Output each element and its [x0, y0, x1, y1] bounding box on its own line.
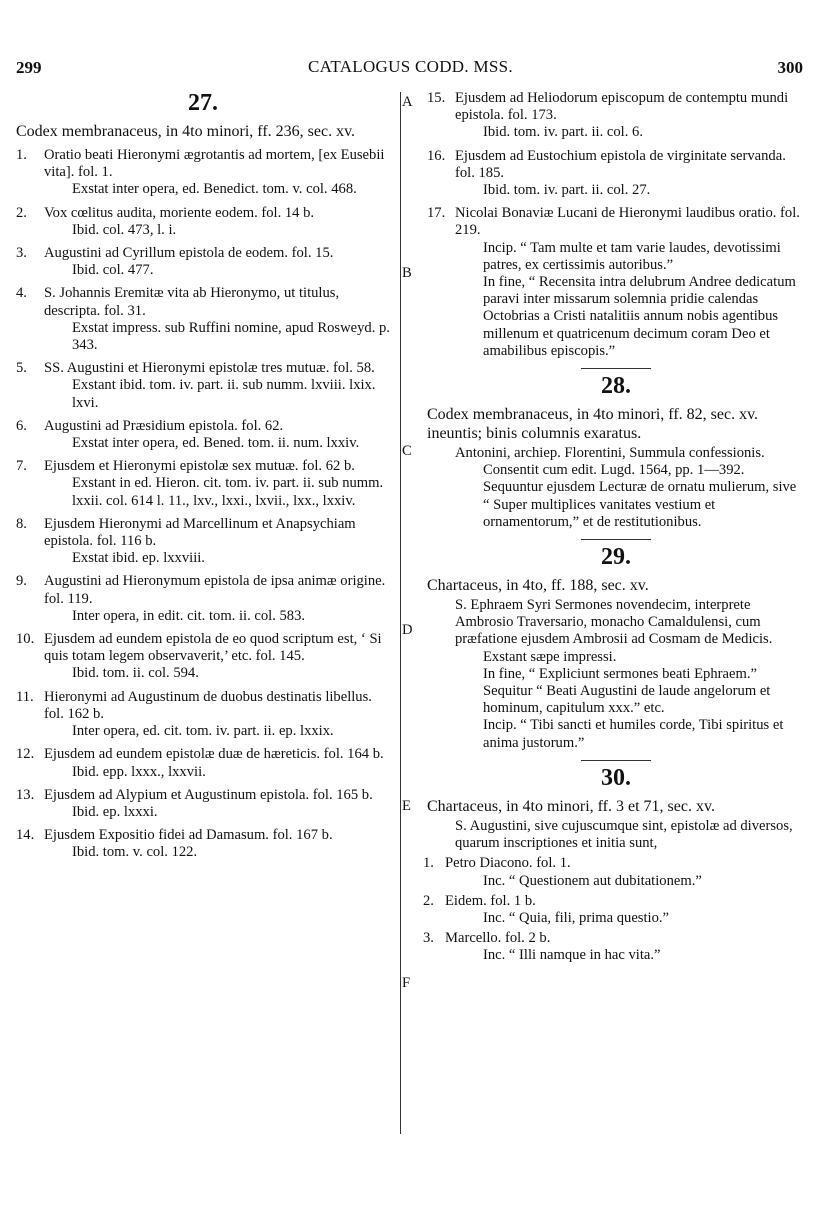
catalogue-entry [16, 245, 390, 279]
letter-heading [423, 855, 805, 872]
entry-heading [16, 245, 390, 262]
letter-heading [423, 930, 805, 947]
catalogue-entry [16, 787, 390, 821]
entry-note: Ibid. epp. lxxx., lxxvii. [72, 763, 206, 780]
codex-contents: S. Augustini, sive cujuscumque sint, epistolæ ad diversos, quarum inscriptiones et initia sunt, [455, 817, 793, 852]
entry-text: Ejusdem Hieronymi ad Marcellinum et Anapsychiam epistola. fol. 116 b. [44, 515, 356, 550]
margin-letter-e: E [402, 798, 411, 814]
entry-number: 13. [16, 786, 35, 803]
letter-item [423, 855, 805, 889]
entry-note: Exstant ibid. tom. iv. part. ii. sub numm. lxviii. lxix. lxvi. [72, 377, 376, 411]
column-divider [400, 92, 401, 1134]
entry-number: 7. [16, 458, 27, 475]
entry-note: Exstat inter opera, ed. Benedict. tom. v. col. 468. [72, 181, 357, 198]
codex-title: Codex membranaceus, in 4to minori, ff. 236, sec. xv. [16, 123, 356, 140]
entry-note: Ibid. tom. v. col. 122. [72, 844, 198, 861]
codex-note: Incip. “ Tibi sancti et humiles corde, Tibi spiritus et anima justorum.” [483, 717, 784, 751]
entry-number: 4. [16, 285, 27, 302]
letter-incipit: Inc. “ Questionem aut dubitationem.” [483, 872, 702, 889]
entry-note: Exstat ibid. ep. lxxviii. [72, 550, 205, 567]
entry-note: Incip. “ Tam multe et tam varie laudes, devotissimi patres, ex certissimis autoribus.” [483, 239, 781, 273]
left-column [16, 88, 390, 862]
entry-number: 9. [16, 573, 27, 590]
codex-number: 30. [601, 764, 631, 791]
entry-list [427, 90, 805, 360]
entry-number: 16. [427, 147, 446, 164]
section-rule [581, 368, 651, 369]
letter-item [423, 930, 805, 964]
entry-note: Ibid. tom. iv. part. ii. col. 6. [483, 124, 643, 141]
entry-note: Ibid. col. 473, l. i. [72, 221, 177, 238]
catalogue-entry [16, 360, 390, 412]
margin-letter-f: F [402, 975, 411, 991]
entry-number: 14. [16, 827, 35, 844]
codex-contents: S. Ephraem Syri Sermones novendecim, interprete Ambrosio Traversario, monacho Camaldulensi, cum præfatione ejusdem Ambrosii ad Cosmam de Medicis. [455, 597, 773, 648]
codex-title: Codex membranaceus, in 4to minori, ff. 82, sec. xv. ineuntis; binis columnis exaratus. [427, 406, 759, 443]
entry-heading [16, 827, 390, 844]
entry-note: Exstat impress. sub Ruffini nomine, apud Rosweyd. p. 343. [72, 319, 390, 354]
entry-text: Ejusdem ad Alypium et Augustinum epistola. fol. 165 b. [44, 786, 373, 803]
entry-number: 11. [16, 688, 34, 705]
entry-note: In fine, “ Recensita intra delubrum Andree dedicatum paravi inter missarum solemnia pridie calendas Octobrias a Cristi natalitiis annum nobis agentibus millenum et quatricenum decimum coram Deo et amabilibus episcopis.” [483, 274, 796, 359]
entry-heading [427, 90, 805, 124]
catalogue-entry [16, 516, 390, 568]
catalogue-entry [16, 689, 390, 741]
catalogue-entry [16, 285, 390, 354]
entry-text: Vox cœlitus audita, moriente eodem. fol. 14 b. [44, 204, 315, 221]
entry-text: Ejusdem ad eundem epistola de eo quod scriptum est, ‘ Si quis totam legem observaverit,’ etc. fol. 145. [44, 631, 382, 665]
margin-letter-b: B [402, 265, 412, 281]
entry-heading [16, 746, 390, 763]
catalogue-entry [16, 147, 390, 199]
entry-text: Oratio beati Hieronymi ægrotantis ad mortem, [ex Eusebii vita]. fol. 1. [44, 147, 385, 181]
entry-text: Augustini ad Hieronymum epistola de ipsa animæ origine. fol. 119. [44, 573, 386, 607]
entry-note: Ibid. ep. lxxxi. [72, 803, 158, 820]
letter-number: 1. [423, 855, 434, 872]
letter-recipient: Petro Diacono. fol. 1. [445, 855, 571, 872]
catalogue-entry [16, 573, 390, 625]
catalogue-entry [16, 746, 390, 780]
margin-letter-d: D [402, 622, 413, 638]
letter-recipient: Marcello. fol. 2 b. [445, 930, 551, 947]
catalogue-entry [16, 205, 390, 239]
letter-incipit: Inc. “ Illi namque in hac vita.” [483, 947, 661, 964]
codex-note: Exstant sæpe impressi. [483, 648, 617, 665]
letter-number: 2. [423, 892, 434, 909]
entry-note: Ibid. col. 477. [72, 262, 154, 279]
entry-heading [16, 787, 390, 804]
codex-number: 29. [601, 544, 631, 571]
codex-title: Chartaceus, in 4to, ff. 188, sec. xv. [427, 577, 649, 595]
entry-heading [427, 205, 805, 239]
entry-number: 17. [427, 205, 446, 222]
entry-number: 1. [16, 147, 27, 163]
entry-number: 5. [16, 360, 27, 377]
codex-notes [427, 649, 805, 752]
codex-number: 27. [188, 90, 218, 116]
codex-title: Chartaceus, in 4to minori, ff. 3 et 71, sec. xv. [427, 797, 715, 815]
codex-note: Sequuntur ejusdem Lecturæ de ornatu mulierum, sive “ Super multiplices vanitates vestium et ornamentorum,” et de restitutionibus. [483, 479, 797, 530]
entry-heading [16, 418, 390, 435]
catalogue-entry [427, 148, 805, 200]
entry-text: Ejusdem ad Eustochium epistola de virginitate servanda. fol. 185. [455, 147, 786, 181]
entry-text: Ejusdem ad eundem epistolæ duæ de hæreticis. fol. 164 b. [44, 746, 384, 763]
entry-text: S. Johannis Eremitæ vita ab Hieronymo, ut titulus, descripta. fol. 31. [44, 285, 340, 319]
letter-item [423, 892, 805, 927]
entry-text: Nicolai Bonaviæ Lucani de Hieronymi laudibus oratio. fol. 219. [455, 205, 800, 239]
entry-note: Inter opera, ed. cit. tom. iv. part. ii. ep. lxxix. [72, 723, 334, 740]
entry-text: Ejusdem ad Heliodorum episcopum de contemptu mundi epistola. fol. 173. [455, 90, 789, 124]
letter-incipit: Inc. “ Quia, fili, prima questio.” [483, 909, 670, 926]
running-header: CATALOGUS CODD. MSS. [308, 57, 513, 76]
letter-recipient: Eidem. fol. 1 b. [445, 892, 536, 909]
entry-heading [16, 631, 390, 665]
entry-text: Ejusdem Expositio fidei ad Damasum. fol. 167 b. [44, 827, 333, 844]
entry-heading [16, 205, 390, 222]
entry-heading [16, 360, 390, 377]
right-page-number: 300 [777, 58, 803, 77]
entry-number: 6. [16, 417, 27, 434]
entry-text: Augustini ad Præsidium epistola. fol. 62. [44, 417, 284, 434]
entry-heading [427, 148, 805, 182]
entry-number: 8. [16, 515, 27, 532]
catalogue-entry [16, 458, 390, 510]
margin-letter-c: C [402, 443, 412, 459]
catalogue-entry [427, 90, 805, 142]
entry-note: Ibid. tom. iv. part. ii. col. 27. [483, 182, 651, 199]
catalogue-entry [16, 418, 390, 452]
entry-heading [16, 285, 390, 319]
right-column [423, 88, 805, 965]
entry-number: 15. [427, 90, 446, 106]
entry-text: SS. Augustini et Hieronymi epistolæ tres mutuæ. fol. 58. [44, 360, 375, 377]
letter-heading [423, 892, 805, 910]
codex-items [423, 855, 805, 964]
entry-note: Ibid. tom. ii. col. 594. [72, 665, 199, 682]
entry-heading [16, 516, 390, 550]
entry-list [16, 147, 390, 862]
entry-heading [16, 573, 390, 607]
entry-note: Exstant in ed. Hieron. cit. tom. iv. part. ii. sub numm. lxxii. col. 614 l. 11., lxv., lxxi., lxvii., lxx., lxxiv. [72, 475, 384, 509]
entry-number: 2. [16, 204, 27, 221]
entry-heading [16, 147, 390, 181]
codex-contents: Antonini, archiep. Florentini, Summula confessionis. [455, 445, 765, 462]
entry-note: Exstat inter opera, ed. Bened. tom. ii. num. lxxiv. [72, 435, 360, 452]
left-page-number: 299 [16, 58, 42, 77]
catalogue-entry [16, 631, 390, 683]
codex-note: Consentit cum edit. Lugd. 1564, pp. 1—392. [483, 462, 745, 479]
catalogue-entry [16, 827, 390, 861]
codex-number: 28. [601, 373, 631, 400]
codex-notes [427, 462, 805, 531]
entry-note: Inter opera, in edit. cit. tom. ii. col. 583. [72, 607, 306, 624]
codex-note: In fine, “ Expliciunt sermones beati Ephraem.” [483, 665, 757, 682]
letter-number: 3. [423, 930, 434, 947]
entry-heading [16, 689, 390, 723]
entry-text: Augustini ad Cyrillum epistola de eodem. fol. 15. [44, 245, 334, 262]
entry-text: Ejusdem et Hieronymi epistolæ sex mutuæ. fol. 62 b. [44, 458, 355, 475]
entry-text: Hieronymi ad Augustinum de duobus destinatis libellus. fol. 162 b. [44, 688, 372, 722]
codex-note: Sequitur “ Beati Augustini de laude angelorum et hominum, capitulum xxx.” etc. [483, 683, 771, 717]
section-rule [581, 760, 651, 761]
entry-number: 3. [16, 245, 27, 262]
entry-number: 10. [16, 631, 35, 648]
section-rule [581, 539, 651, 540]
catalogue-entry [427, 205, 805, 360]
entry-number: 12. [16, 746, 35, 763]
entry-heading [16, 458, 390, 475]
margin-letter-a: A [402, 94, 413, 110]
